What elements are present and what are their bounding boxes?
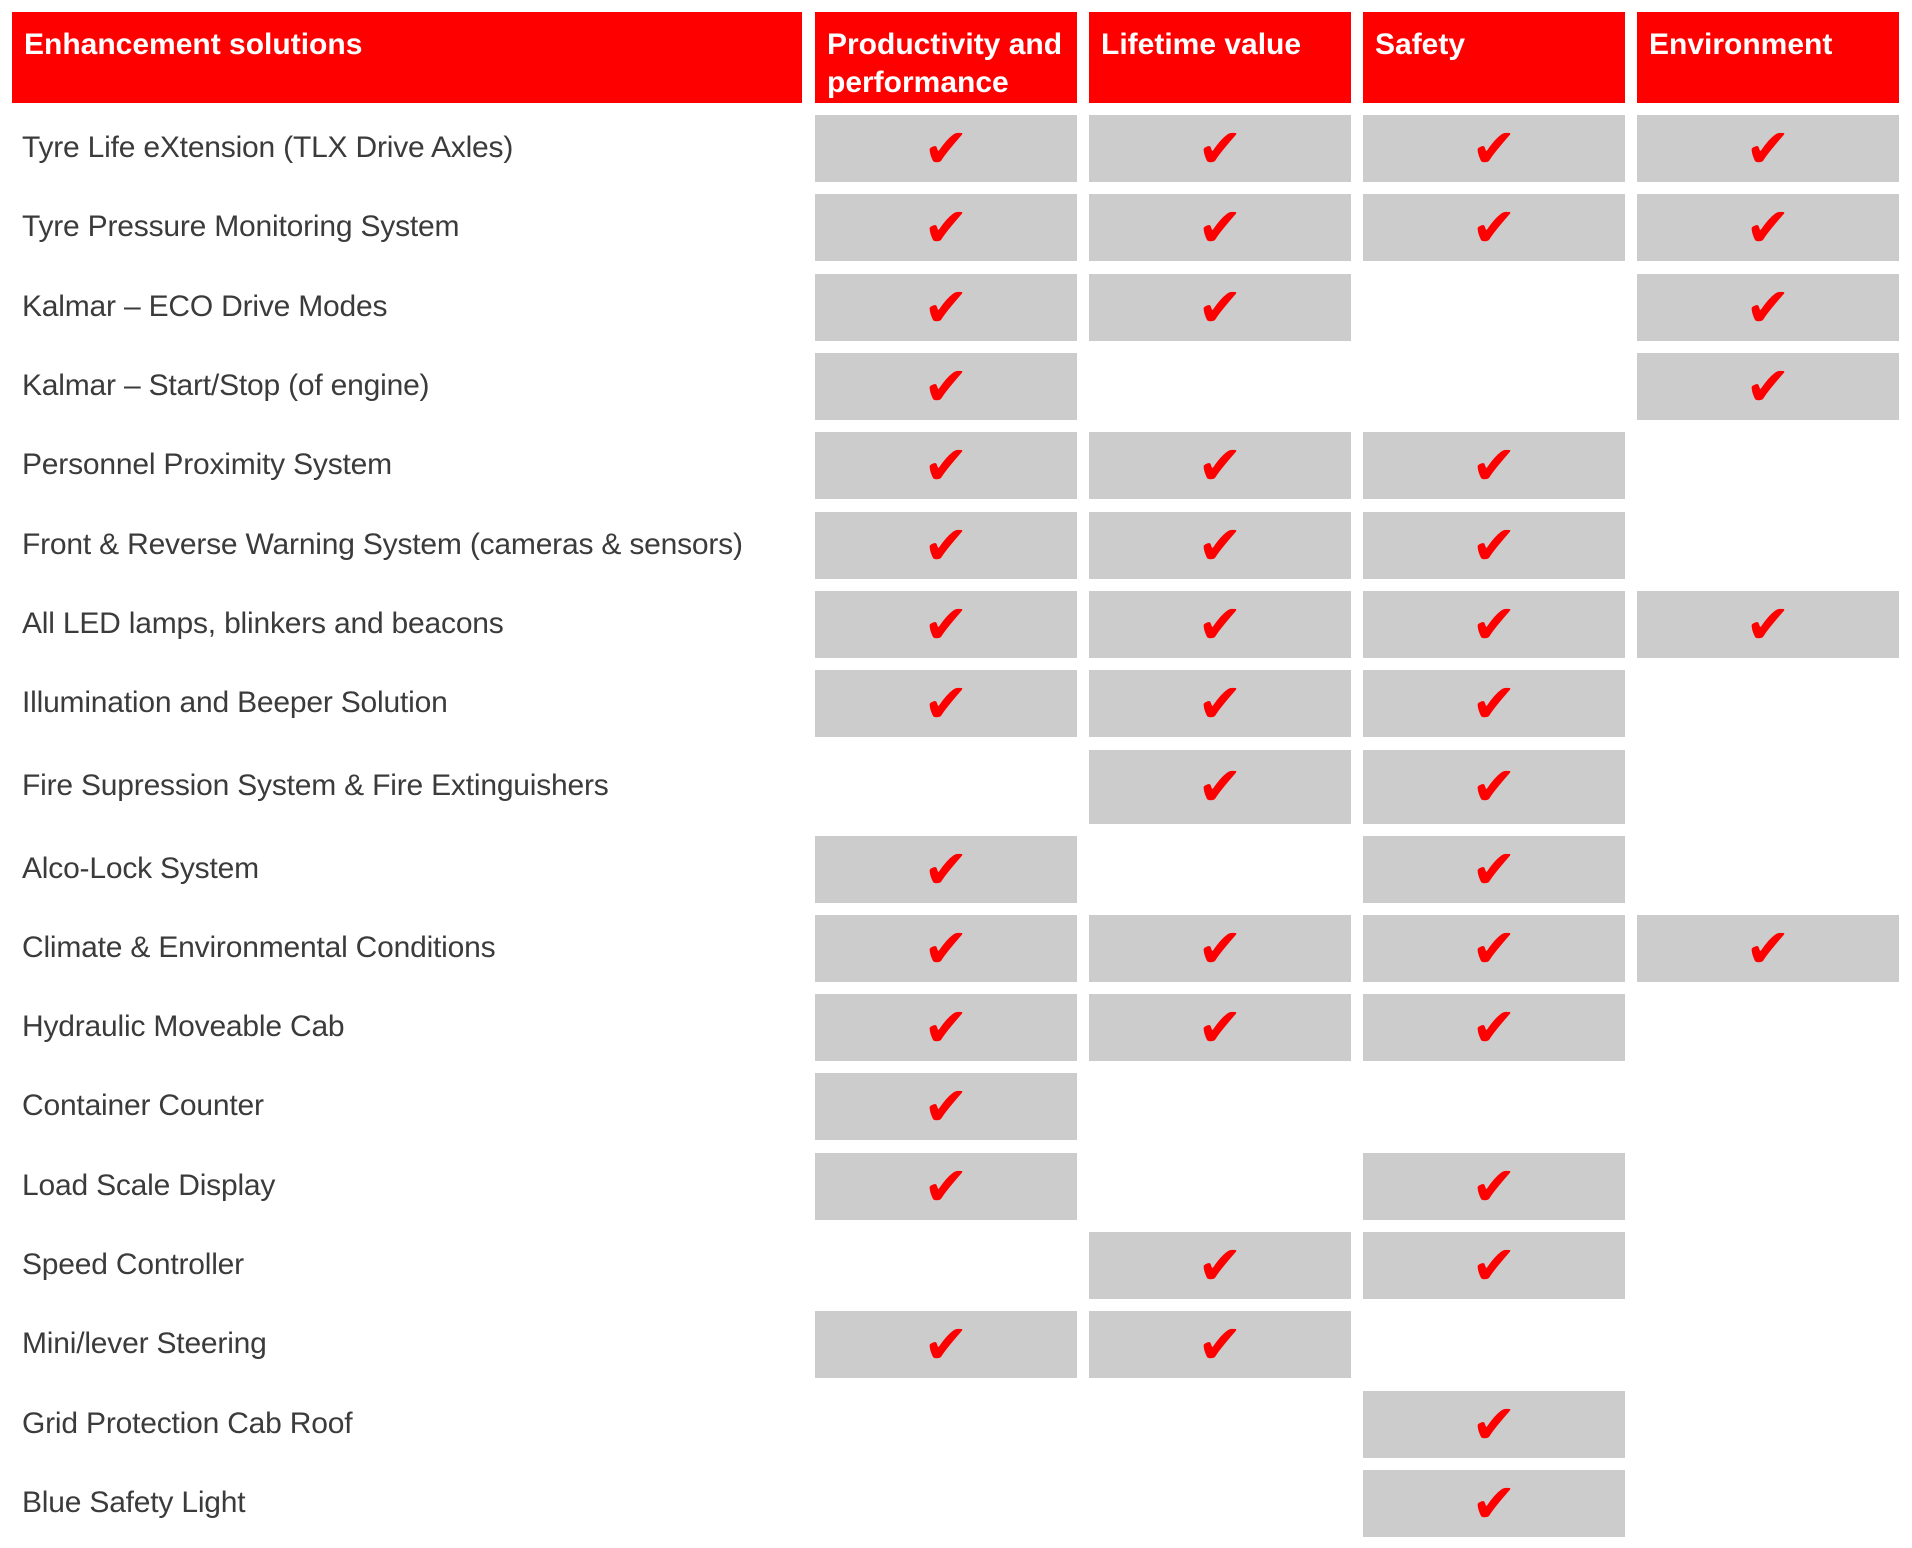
checkmark-icon: ✔	[1197, 916, 1243, 980]
checkmark-icon: ✔	[923, 1074, 969, 1138]
cell-environment	[1637, 115, 1899, 182]
cell-lifetime	[1089, 194, 1351, 261]
checkmark-icon: ✔	[1471, 1471, 1517, 1535]
cell-productivity	[815, 432, 1077, 499]
cell-productivity	[815, 915, 1077, 982]
cell-environment	[1637, 274, 1899, 341]
checkmark-icon: ✔	[923, 195, 969, 259]
checkmark-icon: ✔	[1471, 1392, 1517, 1456]
cell-productivity	[815, 994, 1077, 1061]
checkmark-icon: ✔	[923, 916, 969, 980]
checkmark-icon: ✔	[1471, 671, 1517, 735]
cell-productivity	[815, 194, 1077, 261]
checkmark-icon: ✔	[923, 433, 969, 497]
cell-lifetime	[1089, 115, 1351, 182]
checkmark-icon: ✔	[1745, 195, 1791, 259]
row-label: Tyre Pressure Monitoring System	[22, 209, 460, 243]
checkmark-icon: ✔	[1471, 116, 1517, 180]
checkmark-icon: ✔	[923, 275, 969, 339]
checkmark-icon: ✔	[1197, 1312, 1243, 1376]
checkmark-icon: ✔	[1745, 116, 1791, 180]
header-lifetime: Lifetime value	[1089, 12, 1351, 103]
checkmark-icon: ✔	[923, 116, 969, 180]
checkmark-icon: ✔	[923, 1154, 969, 1218]
checkmark-icon: ✔	[1471, 755, 1517, 818]
cell-lifetime	[1089, 512, 1351, 579]
cell-safety	[1363, 512, 1625, 579]
cell-lifetime	[1089, 591, 1351, 658]
cell-environment	[1637, 915, 1899, 982]
checkmark-icon: ✔	[1197, 1233, 1243, 1297]
header-safety: Safety	[1363, 12, 1625, 103]
cell-safety	[1363, 591, 1625, 658]
cell-productivity	[815, 274, 1077, 341]
cell-productivity	[815, 353, 1077, 420]
checkmark-icon: ✔	[1471, 1154, 1517, 1218]
cell-safety	[1363, 1470, 1625, 1537]
checkmark-icon: ✔	[1471, 995, 1517, 1059]
cell-productivity	[815, 1311, 1077, 1378]
cell-safety	[1363, 836, 1625, 903]
cell-safety	[1363, 115, 1625, 182]
checkmark-icon: ✔	[1745, 916, 1791, 980]
cell-lifetime	[1089, 1311, 1351, 1378]
cell-productivity	[815, 512, 1077, 579]
cell-safety	[1363, 194, 1625, 261]
row-label: Tyre Life eXtension (TLX Drive Axles)	[22, 130, 514, 164]
checkmark-icon: ✔	[1197, 195, 1243, 259]
row-label: Grid Protection Cab Roof	[22, 1406, 353, 1440]
header-productivity: Productivity and performance	[815, 12, 1077, 103]
cell-lifetime	[1089, 750, 1351, 824]
row-label: Container Counter	[22, 1088, 264, 1122]
checkmark-icon: ✔	[1471, 592, 1517, 656]
row-label: Speed Controller	[22, 1247, 244, 1281]
checkmark-icon: ✔	[1471, 433, 1517, 497]
checkmark-icon: ✔	[923, 671, 969, 735]
cell-safety	[1363, 432, 1625, 499]
checkmark-icon: ✔	[1197, 433, 1243, 497]
checkmark-icon: ✔	[923, 995, 969, 1059]
checkmark-icon: ✔	[1745, 592, 1791, 656]
checkmark-icon: ✔	[1745, 354, 1791, 418]
row-label: All LED lamps, blinkers and beacons	[22, 606, 504, 640]
cell-lifetime	[1089, 915, 1351, 982]
cell-safety	[1363, 915, 1625, 982]
row-label: Kalmar – ECO Drive Modes	[22, 289, 388, 323]
cell-productivity	[815, 670, 1077, 737]
checkmark-icon: ✔	[1471, 195, 1517, 259]
cell-lifetime	[1089, 274, 1351, 341]
cell-productivity	[815, 115, 1077, 182]
cell-environment	[1637, 194, 1899, 261]
checkmark-icon: ✔	[1197, 995, 1243, 1059]
cell-safety	[1363, 1391, 1625, 1458]
checkmark-icon: ✔	[1471, 1233, 1517, 1297]
cell-safety	[1363, 670, 1625, 737]
checkmark-icon: ✔	[1197, 755, 1243, 818]
checkmark-icon: ✔	[1197, 513, 1243, 577]
row-label: Illumination and Beeper Solution	[22, 685, 448, 719]
checkmark-icon: ✔	[1471, 916, 1517, 980]
checkmark-icon: ✔	[1197, 116, 1243, 180]
cell-safety	[1363, 1153, 1625, 1220]
row-label: Alco-Lock System	[22, 851, 259, 885]
cell-lifetime	[1089, 1232, 1351, 1299]
row-label: Blue Safety Light	[22, 1485, 246, 1519]
row-label: Kalmar – Start/Stop (of engine)	[22, 368, 430, 402]
checkmark-icon: ✔	[1471, 837, 1517, 901]
cell-environment	[1637, 591, 1899, 658]
row-label: Front & Reverse Warning System (cameras & sensors)	[22, 527, 743, 561]
row-label: Load Scale Display	[22, 1168, 276, 1202]
cell-productivity	[815, 836, 1077, 903]
checkmark-icon: ✔	[923, 592, 969, 656]
checkmark-icon: ✔	[1471, 513, 1517, 577]
checkmark-icon: ✔	[923, 1312, 969, 1376]
row-label: Hydraulic Moveable Cab	[22, 1009, 345, 1043]
row-label: Fire Supression System & Fire Extinguishers	[22, 769, 609, 802]
row-label: Mini/lever Steering	[22, 1326, 267, 1360]
header-environment: Environment	[1637, 12, 1899, 103]
checkmark-icon: ✔	[1197, 592, 1243, 656]
checkmark-icon: ✔	[1197, 275, 1243, 339]
row-label: Climate & Environmental Conditions	[22, 930, 496, 964]
header-enhancement-solutions: Enhancement solutions	[12, 12, 802, 103]
checkmark-icon: ✔	[923, 354, 969, 418]
cell-lifetime	[1089, 432, 1351, 499]
cell-lifetime	[1089, 670, 1351, 737]
cell-safety	[1363, 750, 1625, 824]
checkmark-icon: ✔	[923, 513, 969, 577]
checkmark-icon: ✔	[1197, 671, 1243, 735]
cell-safety	[1363, 994, 1625, 1061]
cell-productivity	[815, 1073, 1077, 1140]
checkmark-icon: ✔	[1745, 275, 1791, 339]
row-label: Personnel Proximity System	[22, 447, 392, 481]
checkmark-icon: ✔	[923, 837, 969, 901]
cell-safety	[1363, 1232, 1625, 1299]
cell-lifetime	[1089, 994, 1351, 1061]
cell-environment	[1637, 353, 1899, 420]
cell-productivity	[815, 1153, 1077, 1220]
cell-productivity	[815, 591, 1077, 658]
